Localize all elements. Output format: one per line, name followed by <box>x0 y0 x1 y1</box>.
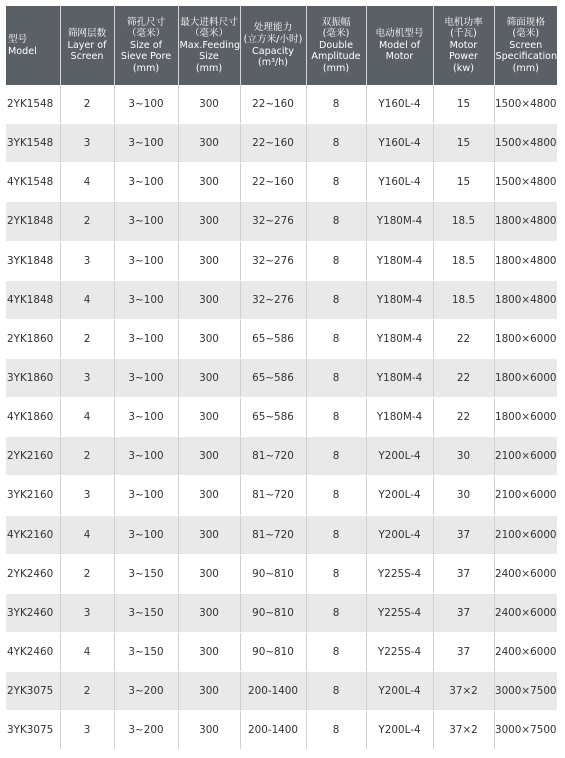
table-row <box>6 672 557 711</box>
cell-layers: 3 <box>60 711 114 750</box>
cell-capacity: 22~160 <box>240 163 306 202</box>
cell-motor-model: Y200L-4 <box>366 437 433 476</box>
cell-model: 2YK1860 <box>6 319 60 358</box>
cell-screen-spec: 2400×6000 <box>494 593 557 632</box>
cell-max-feeding: 300 <box>178 358 240 397</box>
cell-layers: 3 <box>60 476 114 515</box>
cell-motor-power: 37 <box>433 515 494 554</box>
cell-max-feeding: 300 <box>178 437 240 476</box>
cell-sieve-pore: 3~100 <box>114 124 178 163</box>
cell-motor-model: Y160L-4 <box>366 163 433 202</box>
cell-motor-power: 22 <box>433 319 494 358</box>
cell-sieve-pore: 3~100 <box>114 398 178 437</box>
cell-amplitude: 8 <box>306 554 366 593</box>
cell-model: 3YK1548 <box>6 124 60 163</box>
cell-motor-model: Y200L-4 <box>366 711 433 750</box>
cell-model: 4YK1848 <box>6 280 60 319</box>
cell-layers: 4 <box>60 280 114 319</box>
cell-motor-power: 18.5 <box>433 241 494 280</box>
cell-capacity: 90~810 <box>240 593 306 632</box>
cell-motor-model: Y160L-4 <box>366 124 433 163</box>
cell-amplitude: 8 <box>306 202 366 241</box>
cell-amplitude: 8 <box>306 85 366 124</box>
table-row <box>6 711 557 750</box>
cell-sieve-pore: 3~100 <box>114 241 178 280</box>
cell-screen-spec: 1500×4800 <box>494 163 557 202</box>
cell-max-feeding: 300 <box>178 711 240 750</box>
cell-motor-model: Y180M-4 <box>366 398 433 437</box>
table-row <box>6 280 557 319</box>
cell-layers: 2 <box>60 202 114 241</box>
cell-motor-model: Y180M-4 <box>366 241 433 280</box>
header-double-amplitude: 双振幅 (毫米) Double Amplitude (mm) <box>306 6 366 85</box>
table-row <box>6 476 557 515</box>
cell-max-feeding: 300 <box>178 593 240 632</box>
cell-motor-power: 30 <box>433 437 494 476</box>
cell-motor-model: Y225S-4 <box>366 632 433 671</box>
table-row <box>6 437 557 476</box>
cell-model: 2YK2460 <box>6 554 60 593</box>
cell-motor-power: 37×2 <box>433 672 494 711</box>
cell-motor-power: 18.5 <box>433 202 494 241</box>
cell-amplitude: 8 <box>306 672 366 711</box>
table-row <box>6 163 557 202</box>
cell-amplitude: 8 <box>306 711 366 750</box>
cell-max-feeding: 300 <box>178 202 240 241</box>
cell-max-feeding: 300 <box>178 476 240 515</box>
cell-motor-power: 22 <box>433 358 494 397</box>
cell-screen-spec: 1500×4800 <box>494 124 557 163</box>
header-capacity: 处理能力 (立方米/小时) Capacity (m³/h) <box>240 6 306 85</box>
cell-max-feeding: 300 <box>178 280 240 319</box>
cell-max-feeding: 300 <box>178 319 240 358</box>
cell-model: 4YK1548 <box>6 163 60 202</box>
cell-capacity: 32~276 <box>240 202 306 241</box>
cell-motor-model: Y225S-4 <box>366 554 433 593</box>
cell-layers: 4 <box>60 632 114 671</box>
cell-max-feeding: 300 <box>178 241 240 280</box>
cell-screen-spec: 2400×6000 <box>494 554 557 593</box>
cell-capacity: 90~810 <box>240 554 306 593</box>
cell-capacity: 32~276 <box>240 280 306 319</box>
cell-motor-power: 15 <box>433 124 494 163</box>
cell-motor-power: 37 <box>433 554 494 593</box>
header-screen-specification: 筛面规格 (毫米) Screen Specification (mm) <box>494 6 557 85</box>
cell-amplitude: 8 <box>306 437 366 476</box>
cell-layers: 2 <box>60 672 114 711</box>
cell-sieve-pore: 3~150 <box>114 632 178 671</box>
cell-amplitude: 8 <box>306 163 366 202</box>
cell-motor-power: 30 <box>433 476 494 515</box>
cell-capacity: 22~160 <box>240 124 306 163</box>
cell-screen-spec: 3000×7500 <box>494 711 557 750</box>
cell-amplitude: 8 <box>306 124 366 163</box>
table-row <box>6 554 557 593</box>
cell-amplitude: 8 <box>306 398 366 437</box>
cell-screen-spec: 1800×4800 <box>494 280 557 319</box>
cell-capacity: 81~720 <box>240 437 306 476</box>
cell-model: 3YK2460 <box>6 593 60 632</box>
table-row <box>6 515 557 554</box>
cell-sieve-pore: 3~100 <box>114 202 178 241</box>
cell-motor-model: Y225S-4 <box>366 593 433 632</box>
cell-layers: 2 <box>60 554 114 593</box>
cell-motor-model: Y200L-4 <box>366 515 433 554</box>
cell-amplitude: 8 <box>306 632 366 671</box>
cell-sieve-pore: 3~150 <box>114 554 178 593</box>
cell-capacity: 90~810 <box>240 632 306 671</box>
cell-sieve-pore: 3~200 <box>114 672 178 711</box>
table-row <box>6 124 557 163</box>
cell-motor-model: Y180M-4 <box>366 202 433 241</box>
header-max-feeding-size: 最大进料尺寸 （毫米） Max.Feeding Size (mm) <box>178 6 240 85</box>
cell-layers: 2 <box>60 85 114 124</box>
cell-model: 2YK1548 <box>6 85 60 124</box>
cell-model: 3YK3075 <box>6 711 60 750</box>
cell-model: 2YK2160 <box>6 437 60 476</box>
cell-screen-spec: 2100×6000 <box>494 437 557 476</box>
table-row <box>6 319 557 358</box>
cell-model: 3YK1860 <box>6 358 60 397</box>
cell-amplitude: 8 <box>306 515 366 554</box>
cell-motor-model: Y200L-4 <box>366 672 433 711</box>
cell-model: 3YK1848 <box>6 241 60 280</box>
cell-sieve-pore: 3~100 <box>114 85 178 124</box>
cell-max-feeding: 300 <box>178 672 240 711</box>
cell-screen-spec: 1800×6000 <box>494 398 557 437</box>
cell-model: 4YK2460 <box>6 632 60 671</box>
cell-amplitude: 8 <box>306 241 366 280</box>
header-row <box>6 6 557 85</box>
cell-capacity: 81~720 <box>240 476 306 515</box>
cell-screen-spec: 3000×7500 <box>494 672 557 711</box>
cell-amplitude: 8 <box>306 358 366 397</box>
table-row <box>6 241 557 280</box>
table-row <box>6 85 557 124</box>
cell-amplitude: 8 <box>306 476 366 515</box>
table-row <box>6 632 557 671</box>
cell-layers: 3 <box>60 241 114 280</box>
cell-model: 4YK2160 <box>6 515 60 554</box>
cell-capacity: 65~586 <box>240 398 306 437</box>
cell-sieve-pore: 3~100 <box>114 515 178 554</box>
cell-sieve-pore: 3~100 <box>114 319 178 358</box>
cell-motor-model: Y200L-4 <box>366 476 433 515</box>
cell-capacity: 65~586 <box>240 358 306 397</box>
cell-layers: 3 <box>60 358 114 397</box>
cell-model: 4YK1860 <box>6 398 60 437</box>
cell-motor-power: 22 <box>433 398 494 437</box>
cell-motor-model: Y180M-4 <box>366 358 433 397</box>
header-sieve-pore-size: 筛孔尺寸 （毫米） Size of Sieve Pore (mm) <box>114 6 178 85</box>
cell-sieve-pore: 3~100 <box>114 163 178 202</box>
table-row <box>6 202 557 241</box>
header-model: 型号 Model <box>6 6 60 85</box>
cell-layers: 4 <box>60 398 114 437</box>
cell-screen-spec: 1500×4800 <box>494 85 557 124</box>
cell-motor-power: 18.5 <box>433 280 494 319</box>
cell-capacity: 65~586 <box>240 319 306 358</box>
table-row <box>6 593 557 632</box>
cell-screen-spec: 2100×6000 <box>494 515 557 554</box>
cell-amplitude: 8 <box>306 280 366 319</box>
cell-max-feeding: 300 <box>178 515 240 554</box>
cell-screen-spec: 1800×4800 <box>494 241 557 280</box>
cell-sieve-pore: 3~150 <box>114 593 178 632</box>
cell-motor-power: 15 <box>433 85 494 124</box>
table-row <box>6 358 557 397</box>
cell-screen-spec: 2100×6000 <box>494 476 557 515</box>
cell-amplitude: 8 <box>306 319 366 358</box>
cell-screen-spec: 2400×6000 <box>494 632 557 671</box>
cell-motor-power: 37×2 <box>433 711 494 750</box>
cell-model: 3YK2160 <box>6 476 60 515</box>
cell-capacity: 22~160 <box>240 85 306 124</box>
cell-screen-spec: 1800×4800 <box>494 202 557 241</box>
cell-motor-model: Y180M-4 <box>366 319 433 358</box>
cell-capacity: 32~276 <box>240 241 306 280</box>
cell-max-feeding: 300 <box>178 85 240 124</box>
cell-motor-power: 37 <box>433 593 494 632</box>
cell-layers: 4 <box>60 163 114 202</box>
cell-model: 2YK3075 <box>6 672 60 711</box>
cell-capacity: 200-1400 <box>240 672 306 711</box>
cell-sieve-pore: 3~100 <box>114 476 178 515</box>
cell-layers: 4 <box>60 515 114 554</box>
cell-motor-power: 15 <box>433 163 494 202</box>
cell-motor-model: Y160L-4 <box>366 85 433 124</box>
cell-max-feeding: 300 <box>178 163 240 202</box>
cell-motor-model: Y180M-4 <box>366 280 433 319</box>
cell-capacity: 200-1400 <box>240 711 306 750</box>
cell-motor-power: 37 <box>433 632 494 671</box>
cell-sieve-pore: 3~200 <box>114 711 178 750</box>
cell-sieve-pore: 3~100 <box>114 280 178 319</box>
cell-sieve-pore: 3~100 <box>114 358 178 397</box>
cell-amplitude: 8 <box>306 593 366 632</box>
header-motor-model: 电动机型号 Model of Motor <box>366 6 433 85</box>
cell-screen-spec: 1800×6000 <box>494 319 557 358</box>
cell-max-feeding: 300 <box>178 632 240 671</box>
cell-layers: 3 <box>60 124 114 163</box>
cell-capacity: 81~720 <box>240 515 306 554</box>
cell-layers: 3 <box>60 593 114 632</box>
cell-layers: 2 <box>60 437 114 476</box>
cell-sieve-pore: 3~100 <box>114 437 178 476</box>
cell-max-feeding: 300 <box>178 554 240 593</box>
cell-max-feeding: 300 <box>178 398 240 437</box>
cell-max-feeding: 300 <box>178 124 240 163</box>
spec-table <box>6 6 557 750</box>
cell-screen-spec: 1800×6000 <box>494 358 557 397</box>
table-body <box>6 85 557 750</box>
cell-model: 2YK1848 <box>6 202 60 241</box>
cell-layers: 2 <box>60 319 114 358</box>
table-row <box>6 398 557 437</box>
header-layer-of-screen: 筛网层数 Layer of Screen <box>60 6 114 85</box>
header-motor-power: 电机功率 (千瓦) Motor Power (kw) <box>433 6 494 85</box>
